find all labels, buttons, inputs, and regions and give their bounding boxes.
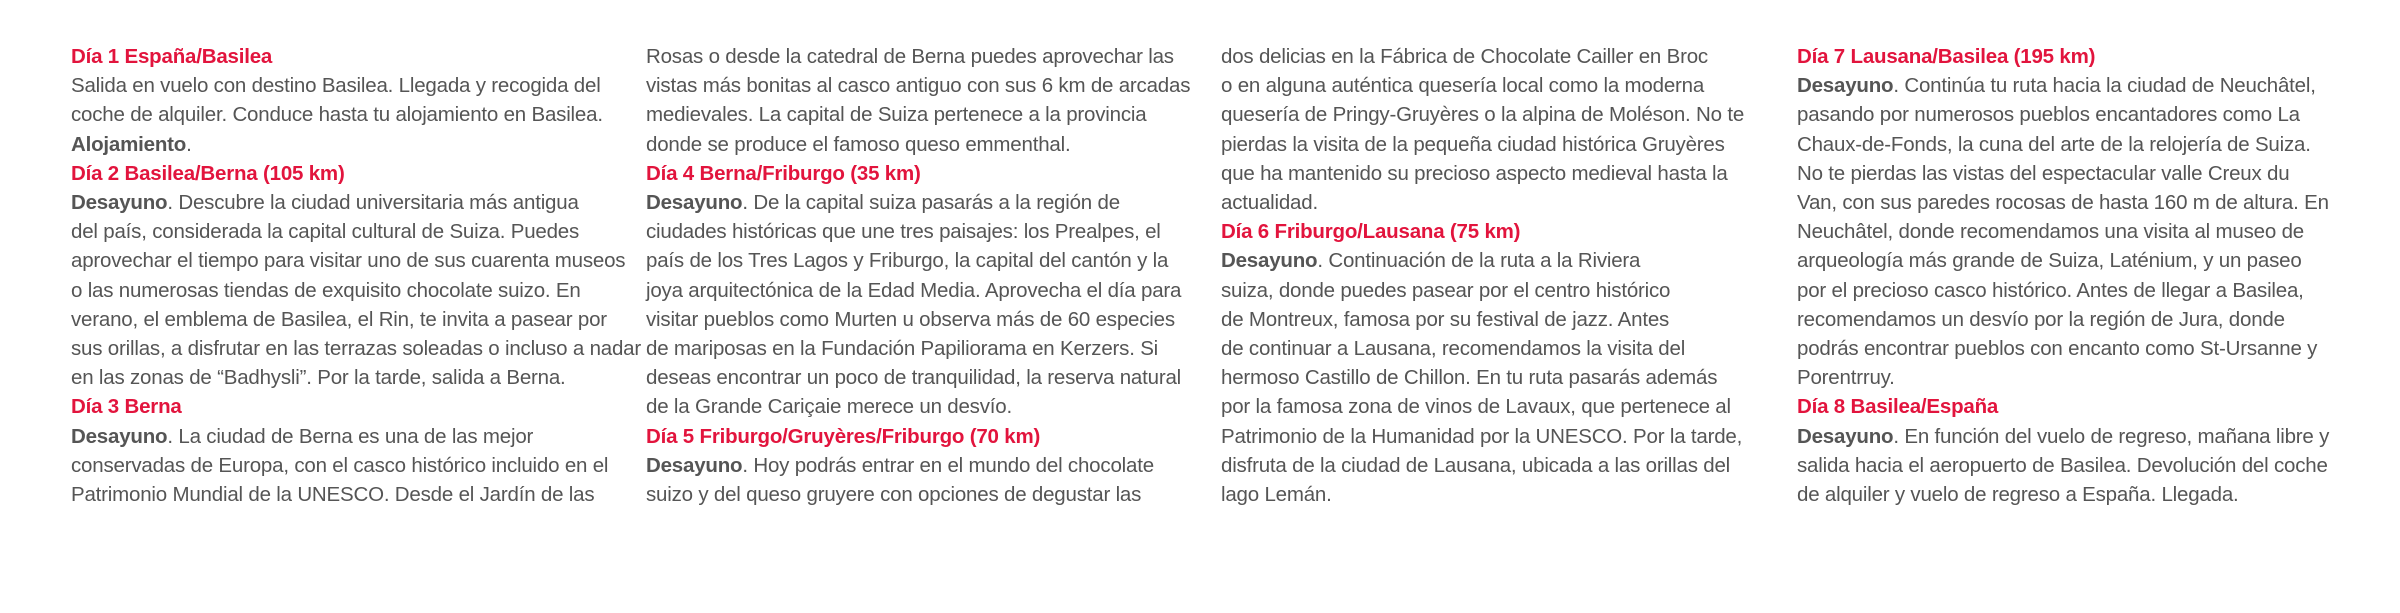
itinerary-line bbox=[71, 422, 611, 451]
itinerary-line bbox=[1221, 451, 1761, 480]
itinerary-line bbox=[71, 363, 611, 392]
itinerary-line bbox=[1221, 363, 1761, 392]
itinerary-text: por la famosa zona de vinos de Lavaux, que pertenece al bbox=[1221, 395, 1731, 419]
itinerary-text: . bbox=[186, 132, 192, 156]
itinerary-text: disfruta de la ciudad de Lausana, ubicada a las orillas del bbox=[1221, 453, 1731, 477]
itinerary-text: joya arquitectónica de la Edad Media. Aprovecha el día para bbox=[646, 278, 1182, 302]
itinerary-line bbox=[1797, 305, 2337, 334]
day-heading-text: Día 5 Friburgo/Gruyères/Friburgo (70 km) bbox=[646, 424, 1041, 448]
itinerary-line bbox=[71, 334, 642, 363]
itinerary-text: Rosas o desde la catedral de Berna puedes aprovechar las bbox=[646, 45, 1174, 68]
itinerary-text: Porentrruy. bbox=[1797, 366, 1895, 390]
itinerary-line bbox=[646, 246, 1186, 275]
meal-label: Desayuno bbox=[1797, 74, 1894, 98]
itinerary-line bbox=[646, 71, 1191, 100]
itinerary-line bbox=[1221, 42, 1761, 71]
day-heading-text: Día 6 Friburgo/Lausana (75 km) bbox=[1221, 220, 1521, 244]
itinerary-column-2 bbox=[646, 42, 1191, 509]
itinerary-text: Neuchâtel, donde recomendamos una visita al museo de bbox=[1797, 220, 2304, 244]
itinerary-text: dos delicias en la Fábrica de Chocolate Cailler en Broc bbox=[1221, 45, 1708, 68]
itinerary-text: . Descubre la ciudad universitaria más antigua bbox=[167, 191, 579, 215]
itinerary-line bbox=[1797, 130, 2337, 159]
itinerary-column-4 bbox=[1797, 42, 2337, 509]
itinerary-text: . Continúa tu ruta hacia la ciudad de Neuchâtel, bbox=[1893, 74, 2316, 98]
itinerary-text: de Montreux, famosa por su festival de jazz. Antes bbox=[1221, 307, 1670, 331]
itinerary-line bbox=[71, 305, 611, 334]
itinerary-line bbox=[646, 130, 1186, 159]
itinerary-line bbox=[1221, 188, 1761, 217]
itinerary-line bbox=[1797, 246, 2337, 275]
itinerary-line bbox=[1221, 480, 1761, 509]
itinerary-line bbox=[1797, 71, 2337, 100]
itinerary-line bbox=[1221, 392, 1761, 421]
itinerary-line bbox=[1797, 451, 2337, 480]
itinerary-text: arqueología más grande de Suiza, Laténium, y un paseo bbox=[1797, 249, 2302, 273]
itinerary-text: país de los Tres Lagos y Friburgo, la capital del cantón y la bbox=[646, 249, 1169, 273]
itinerary-text: pierdas la visita de la pequeña ciudad histórica Gruyères bbox=[1221, 132, 1725, 156]
itinerary-line bbox=[1797, 480, 2337, 509]
itinerary-text: recomendamos un desvío por la región de Jura, donde bbox=[1797, 307, 2285, 331]
itinerary-line bbox=[646, 188, 1186, 217]
itinerary-text: Salida en vuelo con destino Basilea. Llegada y recogida del bbox=[71, 74, 601, 98]
itinerary-text: o las numerosas tiendas de exquisito chocolate suizo. En bbox=[71, 278, 581, 302]
itinerary-column-1 bbox=[71, 42, 642, 509]
itinerary-text: de continuar a Lausana, recomendamos la visita del bbox=[1221, 337, 1686, 361]
itinerary-column-3 bbox=[1221, 42, 1761, 509]
itinerary-text: . Hoy podrás entrar en el mundo del chocolate bbox=[742, 453, 1154, 477]
itinerary-text: . La ciudad de Berna es una de las mejor bbox=[167, 424, 534, 448]
day-heading bbox=[71, 42, 611, 71]
meal-label: Desayuno bbox=[1221, 249, 1318, 273]
itinerary-text: del país, considerada la capital cultural de Suiza. Puedes bbox=[71, 220, 580, 244]
itinerary-line bbox=[646, 334, 1186, 363]
itinerary-line bbox=[1221, 422, 1761, 451]
itinerary-line bbox=[1221, 100, 1761, 129]
itinerary-line bbox=[71, 130, 611, 159]
itinerary-text: . En función del vuelo de regreso, mañana libre y bbox=[1893, 424, 2330, 448]
itinerary-line bbox=[646, 305, 1186, 334]
itinerary-line bbox=[71, 100, 611, 129]
itinerary-line bbox=[646, 451, 1186, 480]
itinerary-text: No te pierdas las vistas del espectacular valle Creux du bbox=[1797, 161, 2290, 185]
itinerary-text: ciudades históricas que une tres paisajes: los Prealpes, el bbox=[646, 220, 1161, 244]
itinerary-line bbox=[646, 392, 1186, 421]
itinerary-line bbox=[71, 451, 611, 480]
day-heading bbox=[71, 392, 611, 421]
day-heading-text: Día 1 España/Basilea bbox=[71, 45, 273, 68]
itinerary-line bbox=[71, 71, 611, 100]
day-heading bbox=[1221, 217, 1761, 246]
meal-label: Desayuno bbox=[71, 424, 168, 448]
itinerary-text: medievales. La capital de Suiza pertenece a la provincia bbox=[646, 103, 1147, 127]
itinerary-text: . Continuación de la ruta a la Riviera bbox=[1317, 249, 1641, 273]
itinerary-line bbox=[646, 363, 1186, 392]
day-heading-text: Día 2 Basilea/Berna (105 km) bbox=[71, 161, 345, 185]
day-heading-text: Día 8 Basilea/España bbox=[1797, 395, 1999, 419]
itinerary-line bbox=[646, 100, 1186, 129]
itinerary-line bbox=[1797, 188, 2337, 217]
itinerary-text: Van, con sus paredes rocosas de hasta 160 m de altura. En bbox=[1797, 191, 2329, 215]
day-heading-text: Día 4 Berna/Friburgo (35 km) bbox=[646, 161, 921, 185]
day-heading bbox=[71, 159, 611, 188]
itinerary-line bbox=[1797, 159, 2337, 188]
itinerary-text: salida hacia el aeropuerto de Basilea. Devolución del coche bbox=[1797, 453, 2328, 477]
itinerary-text: hermoso Castillo de Chillon. En tu ruta pasarás además bbox=[1221, 366, 1718, 390]
itinerary-line bbox=[1797, 100, 2337, 129]
itinerary-text: aprovechar el tiempo para visitar uno de sus cuarenta museos bbox=[71, 249, 626, 273]
itinerary-text: que ha mantenido su precioso aspecto medieval hasta la bbox=[1221, 161, 1728, 185]
itinerary-text: vistas más bonitas al casco antiguo con sus 6 km de arcadas bbox=[646, 74, 1191, 98]
itinerary-text: visitar pueblos como Murten u observa más de 60 especies bbox=[646, 307, 1175, 331]
itinerary-text: verano, el emblema de Basilea, el Rin, te invita a pasear por bbox=[71, 307, 607, 331]
meal-label: Desayuno bbox=[646, 191, 743, 215]
day-heading-text: Día 7 Lausana/Basilea (195 km) bbox=[1797, 45, 2096, 68]
itinerary-text: de mariposas en la Fundación Papiliorama en Kerzers. Si bbox=[646, 337, 1159, 361]
itinerary-text: Chaux-de-Fonds, la cuna del arte de la relojería de Suiza. bbox=[1797, 132, 2311, 156]
itinerary-line bbox=[1221, 305, 1761, 334]
itinerary-line bbox=[71, 217, 611, 246]
itinerary-text: en las zonas de “Badhysli”. Por la tarde, salida a Berna. bbox=[71, 366, 566, 390]
itinerary-line bbox=[1797, 422, 2337, 451]
itinerary-text: donde se produce el famoso queso emmenthal. bbox=[646, 132, 1071, 156]
itinerary-line bbox=[1797, 217, 2337, 246]
itinerary-text: de alquiler y vuelo de regreso a España. Llegada. bbox=[1797, 483, 2239, 507]
itinerary-line bbox=[1797, 276, 2337, 305]
itinerary-text: deseas encontrar un poco de tranquilidad, la reserva natural bbox=[646, 366, 1182, 390]
itinerary-line bbox=[71, 188, 611, 217]
itinerary-text: podrás encontrar pueblos con encanto como St-Ursanne y bbox=[1797, 337, 2318, 361]
meal-label: Desayuno bbox=[1797, 424, 1894, 448]
itinerary-text: actualidad. bbox=[1221, 191, 1318, 215]
itinerary-line bbox=[646, 480, 1186, 509]
itinerary-line bbox=[1221, 246, 1761, 275]
itinerary-text: sus orillas, a disfrutar en las terrazas soleadas o incluso a nadar bbox=[71, 337, 642, 361]
itinerary-line bbox=[71, 246, 626, 275]
itinerary-text: de la Grande Cariçaie merece un desvío. bbox=[646, 395, 1012, 419]
itinerary-line bbox=[646, 276, 1186, 305]
itinerary-line bbox=[1221, 159, 1761, 188]
day-heading-text: Día 3 Berna bbox=[71, 395, 182, 419]
itinerary-text: o en alguna auténtica quesería local como la moderna bbox=[1221, 74, 1705, 98]
itinerary-line bbox=[1797, 334, 2337, 363]
itinerary-text: conservadas de Europa, con el casco histórico incluido en el bbox=[71, 453, 609, 477]
itinerary-line bbox=[1221, 71, 1761, 100]
day-heading bbox=[646, 422, 1186, 451]
itinerary-text: pasando por numerosos pueblos encantadores como La bbox=[1797, 103, 2300, 127]
itinerary-text: por el precioso casco histórico. Antes de llegar a Basilea, bbox=[1797, 278, 2304, 302]
meal-label: Desayuno bbox=[71, 191, 168, 215]
itinerary-text: . De la capital suiza pasarás a la región de bbox=[742, 191, 1120, 215]
itinerary-line bbox=[71, 480, 611, 509]
itinerary-text: coche de alquiler. Conduce hasta tu alojamiento en Basilea. bbox=[71, 103, 603, 127]
itinerary-line bbox=[1221, 276, 1761, 305]
day-heading bbox=[1797, 42, 2337, 71]
itinerary-text: suiza, donde puedes pasear por el centro histórico bbox=[1221, 278, 1671, 302]
itinerary-text: quesería de Pringy-Gruyères o la alpina de Moléson. No te bbox=[1221, 103, 1745, 127]
itinerary-line bbox=[1221, 334, 1761, 363]
itinerary-line bbox=[71, 276, 611, 305]
day-heading bbox=[1797, 392, 2337, 421]
itinerary-text: Patrimonio de la Humanidad por la UNESCO. Por la tarde, bbox=[1221, 424, 1743, 448]
itinerary-line bbox=[646, 217, 1186, 246]
itinerary-text: suizo y del queso gruyere con opciones de degustar las bbox=[646, 483, 1142, 507]
itinerary-text: lago Lemán. bbox=[1221, 483, 1332, 507]
itinerary-text: Patrimonio Mundial de la UNESCO. Desde el Jardín de las bbox=[71, 483, 595, 507]
meal-label: Alojamiento bbox=[71, 132, 187, 156]
day-heading bbox=[646, 159, 1186, 188]
itinerary-line bbox=[1797, 363, 2337, 392]
itinerary-line bbox=[646, 42, 1186, 71]
meal-label: Desayuno bbox=[646, 453, 743, 477]
itinerary-line bbox=[1221, 130, 1761, 159]
